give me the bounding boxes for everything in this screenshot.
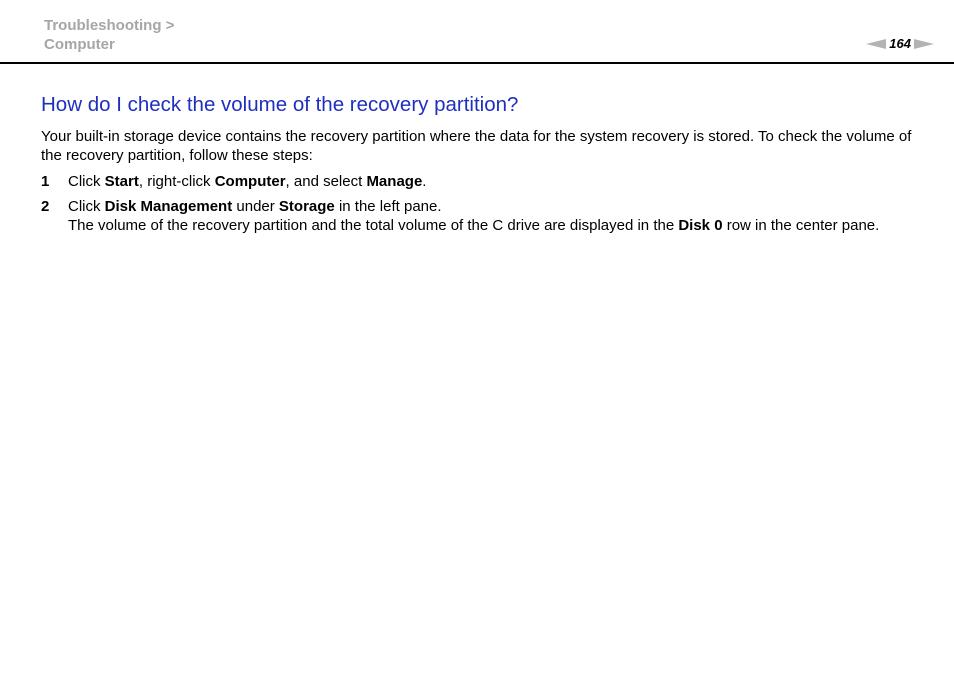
step-text-fragment: The volume of the recovery partition and the total volume of the C drive are displayed in the (68, 217, 679, 234)
header-divider (0, 62, 954, 64)
breadcrumb-section[interactable]: Troubleshooting > (44, 17, 175, 34)
step-ui-term-start: Start (104, 173, 139, 190)
step-ui-term-storage: Storage (278, 198, 335, 215)
step-text (68, 197, 941, 235)
step-ui-term-computer: Computer (214, 173, 286, 190)
step-number: 2 (41, 198, 50, 215)
step-text (68, 172, 941, 191)
step-ui-term-manage: Manage (366, 173, 423, 190)
page-title: How do I check the volume of the recovery partition? (41, 93, 519, 116)
step-1 (41, 172, 941, 191)
step-text-fragment: , and select (285, 173, 367, 190)
breadcrumb-page[interactable]: Computer (44, 36, 115, 53)
next-page-arrow-icon[interactable] (914, 39, 934, 49)
step-2 (41, 197, 941, 235)
page-navigator (866, 37, 934, 51)
steps-list (41, 172, 941, 241)
step-text-fragment: . (422, 173, 427, 190)
step-note (68, 216, 941, 235)
step-text-fragment: under (232, 198, 279, 215)
step-ui-term-disk-0: Disk 0 (678, 217, 723, 234)
step-number: 1 (41, 173, 50, 190)
previous-page-arrow-icon[interactable] (866, 39, 886, 49)
step-text-fragment: row in the center pane. (722, 217, 880, 234)
step-text-fragment: Click (68, 198, 105, 215)
intro-paragraph: Your built-in storage device contains the recovery partition where the data for the system recovery is stored. To check the volume of the recovery partition, follow these steps: (41, 128, 912, 164)
step-instruction (68, 197, 941, 216)
step-ui-term-disk-management: Disk Management (104, 198, 233, 215)
step-text-fragment: , right-click (138, 173, 215, 190)
page-number: 164 (889, 36, 911, 51)
step-text-fragment: Click (68, 173, 105, 190)
breadcrumb (44, 16, 174, 54)
step-text-fragment: in the left pane. (334, 198, 442, 215)
